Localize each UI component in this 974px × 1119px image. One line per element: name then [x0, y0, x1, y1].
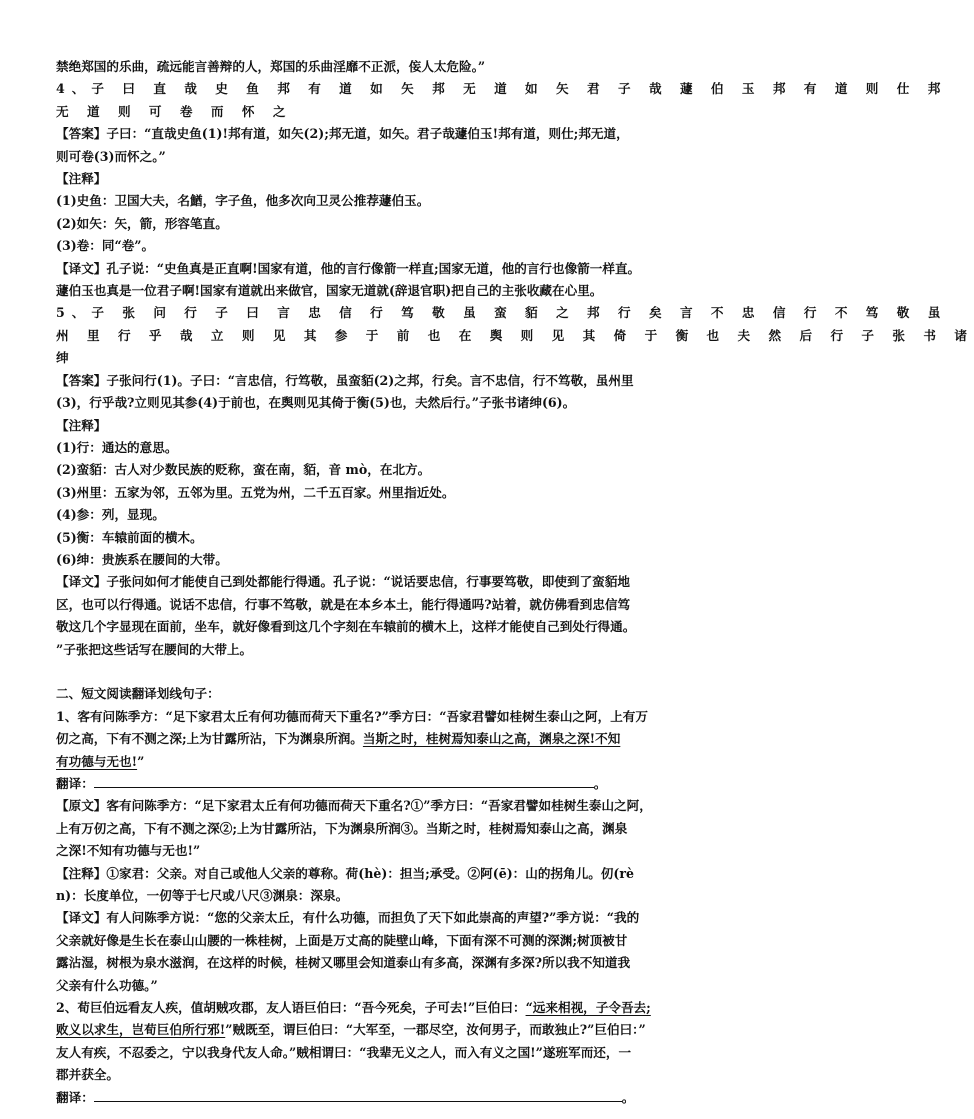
- text-line: [56, 1064, 738, 1086]
- text-line: [56, 370, 738, 392]
- line-text: 【答案】子张问行(1)。子曰：“言忠信，行笃敬，虽蛮貊(2)之邦，行矣。言不忠信，行不笃敬，虽州里: [56, 372, 634, 388]
- text-line: [56, 190, 738, 212]
- text-line: [56, 818, 738, 840]
- text-line: [56, 571, 738, 593]
- line-text: 2、荀巨伯远看友人疾，值胡贼攻郡，友人语巨伯曰：“吾今死矣，子可去!”巨伯曰：: [56, 1000, 526, 1016]
- line-text: 上有万仞之高，下有不测之深②;上为甘露所沾，下为渊泉所润③。当斯之时，桂树焉知泰山之高，渊泉: [56, 820, 628, 836]
- text-line: [56, 392, 738, 414]
- translation-answer-blank[interactable]: [94, 775, 594, 788]
- line-text: (2)如矢：矢，箭，形容笔直。: [56, 215, 228, 231]
- line-text: 二、短文阅读翻译划线句子：: [56, 686, 220, 702]
- text-line: [56, 437, 738, 459]
- line-text: 则可卷(3)而怀之。”: [56, 148, 166, 164]
- line-text: 【注释】: [56, 417, 107, 433]
- text-line: [56, 482, 738, 504]
- line-text: (1)史鱼：卫国大夫，名鰌，字子鱼，他多次向卫灵公推荐蘧伯玉。: [56, 193, 430, 209]
- line-text-tail: ”: [137, 753, 145, 769]
- line-text-tail: 。: [621, 1089, 635, 1105]
- line-text: 5、子 张 问 行 子 曰 言 忠 信 行 笃 敬 虽 蛮 貊 之 邦 行 矣 言 不 忠 信 行 不 笃 敬 虽: [56, 305, 948, 321]
- underlined-sentence: 有功德与无也!: [56, 753, 138, 769]
- line-text: (6)绅：贵族系在腰间的大带。: [56, 551, 228, 567]
- line-text: 区，也可以行得通。说话不忠信，行事不笃敬，就是在本乡本土，能行得通吗?站着，就仿佛看到忠信笃: [56, 596, 631, 612]
- text-line: [56, 56, 738, 78]
- text-line: [56, 415, 738, 437]
- line-text: 1、客有问陈季方：“足下家君太丘有何功德而荷天下重名?”季方曰：“吾家君譬如桂树生泰山之阿，上有万: [56, 708, 648, 724]
- text-line: [56, 683, 738, 705]
- text-line: [56, 527, 738, 549]
- line-text: 【译文】有人问陈季方说：“您的父亲太丘，有什么功德，而担负了天下如此崇高的声望?”季方说：“我的: [56, 910, 640, 926]
- text-line: [56, 78, 948, 100]
- underlined-sentence: 当斯之时，桂树焉知泰山之高，渊泉之深!不知: [362, 731, 621, 747]
- line-text: 之深!不知有功德与无也!”: [56, 843, 201, 859]
- line-text: 无 道 则 可 卷 而 怀 之: [56, 103, 293, 119]
- line-text: 友人有疾，不忍委之，宁以我身代友人命。”贼相谓曰：“我辈无义之人，而入有义之国!”遂班军而还，一: [56, 1044, 632, 1060]
- line-text: 父亲就好像是生长在泰山山腰的一株桂树，上面是万丈高的陡壁山峰，下面有深不可测的深渊;树顶被甘: [56, 932, 628, 948]
- text-line: [56, 885, 738, 907]
- text-line: [56, 101, 738, 123]
- line-text: (4)参：列，显现。: [56, 507, 165, 523]
- text-line: [56, 639, 738, 661]
- text-line: [56, 1087, 738, 1109]
- line-text: 仞之高，下有不测之深;上为甘露所沾，下为渊泉所润。: [56, 731, 363, 747]
- line-text: 【译文】子张问如何才能使自己到处都能行得通。孔子说：“说话要忠信，行事要笃敬，即使到了蛮貊地: [56, 574, 630, 590]
- line-text: (5)衡：车辕前面的横木。: [56, 529, 203, 545]
- text-line: [56, 280, 738, 302]
- line-text: 【译文】孔子说：“史鱼真是正直啊!国家有道，他的言行像箭一样直;国家无道，他的言行也像箭一样直。: [56, 260, 641, 276]
- text-line: [56, 706, 738, 728]
- underlined-sentence: 败义以求生，岂荀巨伯所行邪!: [56, 1022, 226, 1038]
- line-text: ”子张把这些话写在腰间的大带上。: [56, 641, 253, 657]
- text-line: [56, 302, 948, 324]
- translation-answer-blank[interactable]: [94, 1089, 622, 1102]
- text-line: [56, 840, 738, 862]
- text-line: [56, 930, 738, 952]
- text-line: [56, 258, 738, 280]
- text-line: [56, 1019, 738, 1041]
- text-line: [56, 459, 738, 481]
- line-text: 4、子 曰 直 哉 史 鱼 邦 有 道 如 矢 邦 无 道 如 矢 君 子 哉 蘧 伯 玉 邦 有 道 则 仕 邦: [56, 81, 948, 97]
- line-text: 郡并获全。: [56, 1067, 119, 1083]
- line-text-tail: 。: [593, 775, 607, 791]
- underlined-sentence: “远来相视，子令吾去;: [525, 1000, 651, 1016]
- text-line: [56, 975, 738, 997]
- line-text: 【答案】子曰：“直哉史鱼(1)!邦有道，如矢(2);邦无道，如矢。君子哉蘧伯玉!邦有道，则仕;邦无道，: [56, 126, 629, 142]
- text-line: [56, 773, 738, 795]
- text-line: [56, 213, 738, 235]
- text-line: [56, 751, 738, 773]
- line-text: 【注释】: [56, 171, 107, 187]
- text-line: [56, 616, 738, 638]
- line-text: (1)行：通达的意思。: [56, 439, 178, 455]
- line-text: (3)卷：同“卷”。: [56, 238, 155, 254]
- text-line: [56, 952, 738, 974]
- line-text: (3)，行乎哉?立则见其参(4)于前也，在舆则见其倚于衡(5)也，夫然后行。”子张书诸绅(6)。: [56, 395, 576, 411]
- text-line: [56, 1042, 738, 1064]
- text-line: [56, 795, 738, 817]
- text-line: [56, 347, 738, 369]
- text-line: [56, 235, 738, 257]
- line-text: 敬这几个字显现在面前，坐车，就好像看到这几个字刻在车辕前的横木上，这样才能使自己到处行得通。: [56, 619, 636, 635]
- line-text: 蘧伯玉也真是一位君子啊!国家有道就出来做官，国家无道就(辞退官职)把自己的主张收藏在心里。: [56, 283, 603, 299]
- line-text: 【注释】①家君：父亲。对自己或他人父亲的尊称。荷(hè)：担当;承受。②阿(ē)：山的拐角儿。仞(rè: [56, 865, 635, 881]
- line-text: 禁绝郑国的乐曲，疏远能言善辩的人，郑国的乐曲淫靡不正派，侫人太危险。”: [56, 59, 486, 74]
- text-line: [56, 863, 738, 885]
- text-line: [56, 997, 738, 1019]
- line-text: 【原文】客有问陈季方：“足下家君太丘有何功德而荷天下重名?①”季方曰：“吾家君譬如桂树生泰山之阿，: [56, 798, 652, 814]
- text-line: [56, 907, 738, 929]
- line-text: n)：长度单位，一仞等于七尺或八尺③渊泉：深泉。: [56, 888, 349, 904]
- line-text: 翻译：: [56, 1089, 94, 1105]
- text-line: [56, 168, 738, 190]
- blank-line: [56, 661, 738, 683]
- text-line: [56, 325, 974, 347]
- line-text: 露沾湿，树根为泉水滋润，在这样的时候，桂树又哪里会知道泰山有多高，深渊有多深?所以我不知道我: [56, 955, 631, 971]
- text-line: [56, 549, 738, 571]
- line-text-tail: ”贼既至，谓巨伯曰：“大军至，一郡尽空，汝何男子，而敢独止?”巨伯曰：”: [225, 1022, 646, 1038]
- line-text: 州 里 行 乎 哉 立 则 见 其 参 于 前 也 在 舆 则 见 其 倚 于 衡 也 夫 然 后 行 子 张 书 诸: [56, 327, 974, 343]
- line-text: (2)蛮貊：古人对少数民族的贬称，蛮在南，貊，音 mò，在北方。: [56, 462, 431, 478]
- line-text: 绅: [56, 350, 76, 366]
- line-text: 父亲有什么功德。”: [56, 977, 158, 993]
- line-text: (3)州里：五家为邻，五邻为里。五党为州，二千五百家。州里指近处。: [56, 484, 455, 500]
- text-line: [56, 146, 738, 168]
- text-line: [56, 504, 738, 526]
- text-line: [56, 728, 738, 750]
- text-line: [56, 123, 738, 145]
- text-line: [56, 594, 738, 616]
- line-text: 翻译：: [56, 775, 94, 791]
